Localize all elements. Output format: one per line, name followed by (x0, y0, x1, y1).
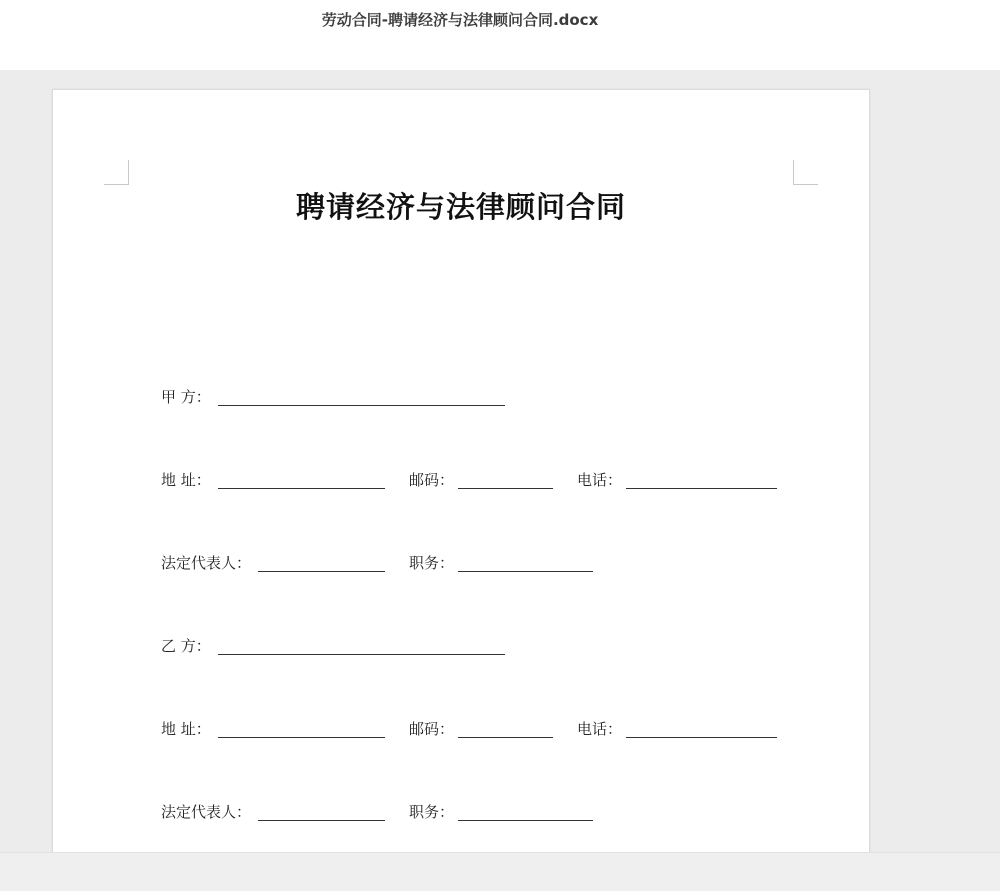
party-a-address-label: 地 址： (161, 471, 211, 489)
party-b-postcode-blank (458, 737, 553, 738)
party-b-position-label: 职务： (409, 803, 455, 821)
party-b-address-label: 地 址： (161, 720, 211, 738)
party-a-phone-blank (626, 488, 777, 489)
party-b-phone-label: 电话： (577, 720, 623, 738)
party-a-legal-rep-label: 法定代表人： (161, 554, 252, 572)
party-a-position-label: 职务： (409, 554, 455, 572)
document-page (52, 89, 870, 852)
party-b-position-blank (458, 820, 593, 821)
party-a-legal-rep-blank (258, 571, 385, 572)
party-a-postcode-label: 邮码： (409, 471, 455, 489)
document-title: 聘请经济与法律顾问合同 (295, 190, 626, 224)
party-b-address-blank (218, 737, 385, 738)
party-a-name-label: 甲 方： (161, 388, 211, 406)
document-viewer[interactable] (0, 70, 1000, 852)
party-b-phone-blank (626, 737, 777, 738)
party-b-legal-rep-label: 法定代表人： (161, 803, 252, 821)
margin-corner-top-right (793, 160, 818, 185)
party-b-legal-rep-blank (258, 820, 385, 821)
bottom-bar (0, 852, 1000, 891)
party-b-name-label: 乙 方： (161, 637, 211, 655)
party-b-name-blank (218, 654, 505, 655)
title-bar (0, 0, 1000, 70)
party-b-postcode-label: 邮码： (409, 720, 455, 738)
document-filename: 劳动合同-聘请经济与法律顾问合同.docx (321, 11, 599, 29)
party-a-postcode-blank (458, 488, 553, 489)
party-a-name-blank (218, 405, 505, 406)
margin-corner-top-left (104, 160, 129, 185)
party-a-address-blank (218, 488, 385, 489)
party-a-phone-label: 电话： (577, 471, 623, 489)
party-a-position-blank (458, 571, 593, 572)
